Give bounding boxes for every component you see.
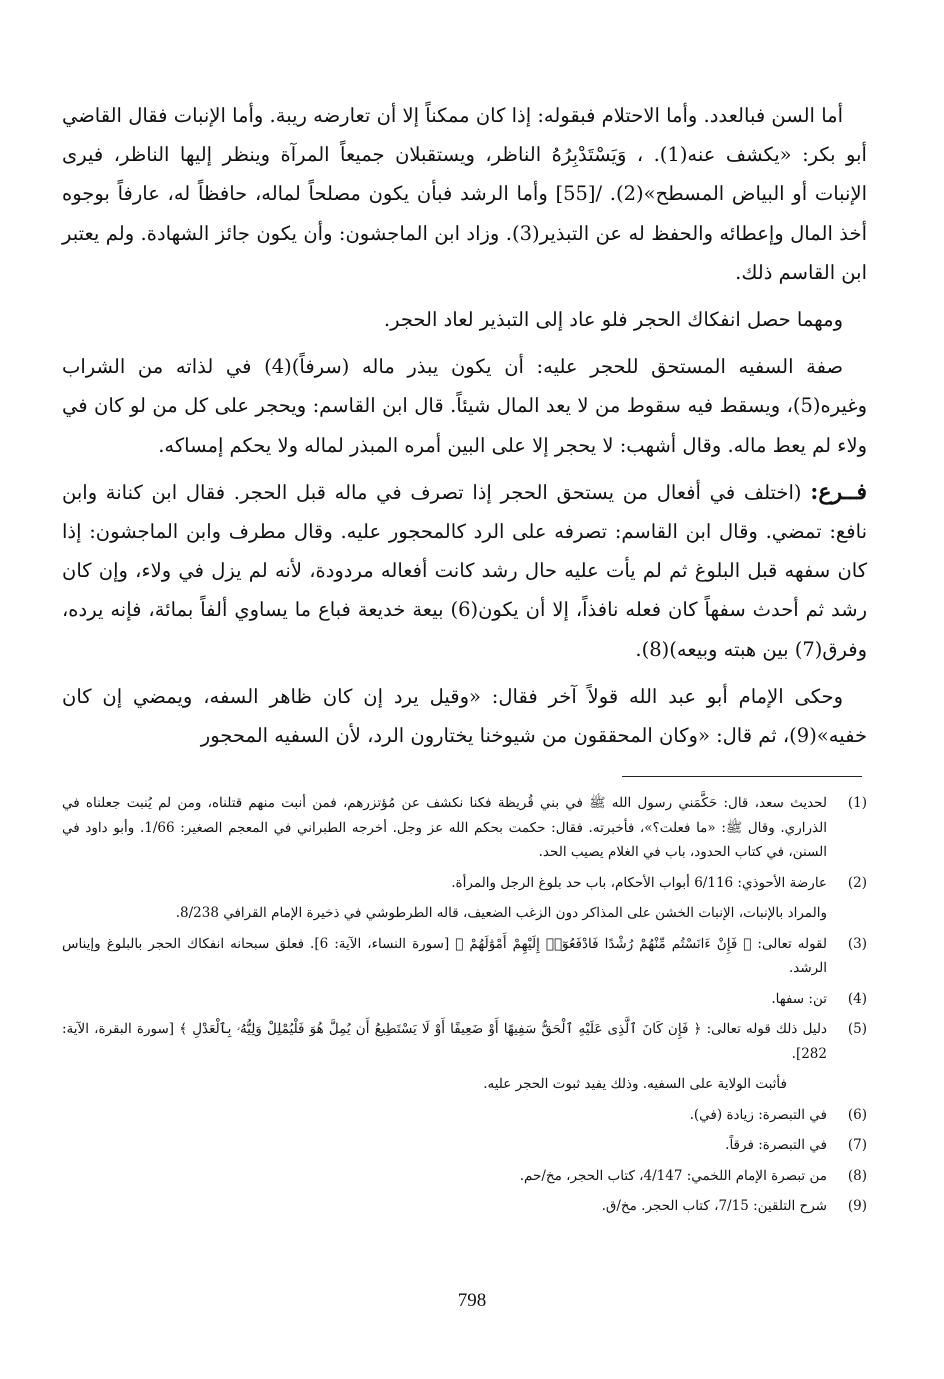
- footnote-separator: [622, 776, 862, 777]
- footnote-text: عارضة الأحوذي: 6/116 أبواب الأحكام، باب حد بلوغ الرجل والمرأة.: [451, 874, 827, 891]
- footnote-number: (9): [847, 1198, 867, 1214]
- footnote-4: [62, 987, 867, 1012]
- footnote-7: [62, 1133, 867, 1158]
- branch-keyword: فــرع:: [810, 478, 867, 505]
- footnote-text: دليل ذلك قوله تعالى: ﴿ فَإِن كَانَ ٱلَّذِى عَلَيْهِ ٱلْحَقُّ سَفِيهًا أَوْ ضَعِيفًا أَوْ لَا يَسْتَطِيعُ أَن يُمِلَّ هُوَ فَلْيُمْلِلْ وَلِيُّهُۥ بِٱلْعَدْلِ ﴾ [سورة البقرة، الآية: 282].: [62, 1021, 827, 1062]
- footnote-text: تن: سفها.: [771, 990, 827, 1007]
- main-text: [62, 96, 867, 763]
- footnote-text: لحديث سعد، قال: حَكَّمَني رسول الله ﷺ في بني قُريظة فكنا نكشف عن مُؤتزرهم، فمن أنبت منهم قتلناه، ومن لم يُنبت جعلناه في الذراري. وقال ﷺ: «ما فعلت؟»، فأخبرته. فقال: حكمت بحكم الله عز وجل. أخرجه الطبراني في المعجم الصغير: 1/66. وأبو داود في السنن، في كتاب الحدود، باب في الغلام يصيب الحد.: [62, 795, 827, 860]
- paragraph-branch: [62, 473, 867, 669]
- footnote-number: (6): [847, 1106, 867, 1123]
- branch-text: (اختلف في أفعال من يستحق الحجر إذا تصرف في ماله قبل الحجر. فقال ابن كنانة وابن نافع: تمضي. وقال ابن القاسم: تصرفه على الرد كالمحجور عليه. وقال مطرف وابن الماجشون: إذا كان سفهه قبل البلوغ ثم لم يأت عليه حال رشد كانت أفعاله مردودة، لأنه لم يزل في ولاء، وإن كان رشد ثم أحدث سفهاً كان فعله نافذاً، إلا أن يكون(6) بيعة خديعة فباع ما يساوي ألفاً بمائة، فإنه يرده، وفرق(7) بين هبته وبيعه)(8).: [62, 480, 867, 661]
- footnote-text: في التبصرة: فرقاً.: [725, 1137, 827, 1153]
- footnote-number: (1): [847, 795, 867, 811]
- footnote-6: [62, 1103, 867, 1128]
- paragraph-safih-definition: صفة السفيه المستحق للحجر عليه: أن يكون يبذر ماله (سرفاً)(4) في لذاته من الشراب وغيره(5)، ويسقط فيه سقوط من لا يعد المال شيئاً. قال ابن القاسم: ويحجر على كل من لو كان في ولاء لم يعط ماله. وقال أشهب: لا يحجر إلا على البين أمره المبذر لماله ولا يحكم إمساكه.: [62, 355, 868, 457]
- footnote-text: فأثبت الولاية على السفيه. وذلك يفيد ثبوت الحجر عليه.: [483, 1076, 787, 1092]
- footnote-2: [62, 871, 867, 896]
- footnote-number: (4): [847, 990, 867, 1007]
- footnote-5-continuation: [62, 1072, 867, 1097]
- footnote-text: شرح التلقين: 7/15، كتاب الحجر. مخ/ق.: [601, 1198, 827, 1214]
- footnote-8: [62, 1164, 867, 1189]
- footnotes: [62, 791, 867, 1225]
- paragraph-age-puberty: أما السن فبالعدد. وأما الاحتلام فبقوله: إذا كان ممكناً إلا أن تعارضه ريبة. وأما الإنبات فقال القاضي أبو بكر: «يكشف عنه(1). ، وَيَسْتَدْبِرُهُ الناظر، ويستقبلان جميعاً المرآة وينظر إليها الناظر، فيرى الإنبات أو البياض المسطح»(2). /[55] وأما الرشد فبأن يكون مصلحاً لماله، حافظاً له، عارفاً بوجوه أخذ المال وإعطائه والحفظ له عن التبذير(3). وزاد ابن الماجشون: وأن يكون جائز الشهادة. ولم يعتبر ابن القاسم ذلك.: [62, 104, 868, 284]
- footnote-5: [62, 1017, 867, 1066]
- footnote-text: والمراد بالإنبات، الإنبات الخشن على المذاكر دون الزغب الضعيف، قاله الطرطوشي في ذخيرة الإمام القرافي 8/238.: [175, 905, 827, 921]
- footnote-1: [62, 791, 867, 865]
- footnote-number: (3): [847, 935, 867, 952]
- footnote-text: في التبصرة: زيادة (في).: [689, 1106, 827, 1123]
- paragraph-imam-opinion: وحكى الإمام أبو عبد الله قولاً آخر فقال: «وقيل يرد إن كان ظاهر السفه، ويمضي إن كان خفيه»(9)، ثم قال: «وكان المحققون من شيوخنا يختارون الرد، لأن السفيه المحجور: [62, 684, 867, 748]
- paragraph-return-interdiction: ومهما حصل انفكاك الحجر فلو عاد إلى التبذير لعاد الحجر.: [383, 308, 843, 332]
- footnote-text: لقوله تعالى: ﴿ فَإِنْ ءَانَسْتُم مِّنْهُمْ رُشْدًا فَادْفَعُوٓا۟ إِلَيْهِمْ أَمْوَٰلَهُمْ ﴾ [سورة النساء، الآية: 6]. فعلق سبحانه انفكاك الحجر بالبلوغ وإيناس الرشد.: [62, 935, 827, 976]
- footnote-2-continuation: [62, 901, 867, 926]
- footnote-number: (2): [847, 874, 867, 891]
- footnote-text: من تبصرة الإمام اللخمي: 4/147، كتاب الحجر، مخ/حم.: [519, 1167, 827, 1184]
- footnote-3: [62, 932, 867, 981]
- footnote-number: (7): [847, 1137, 867, 1153]
- footnote-number: (8): [847, 1167, 867, 1184]
- footnote-9: [62, 1194, 867, 1219]
- page-number: 798: [457, 1290, 487, 1311]
- footnote-number: (5): [847, 1021, 867, 1037]
